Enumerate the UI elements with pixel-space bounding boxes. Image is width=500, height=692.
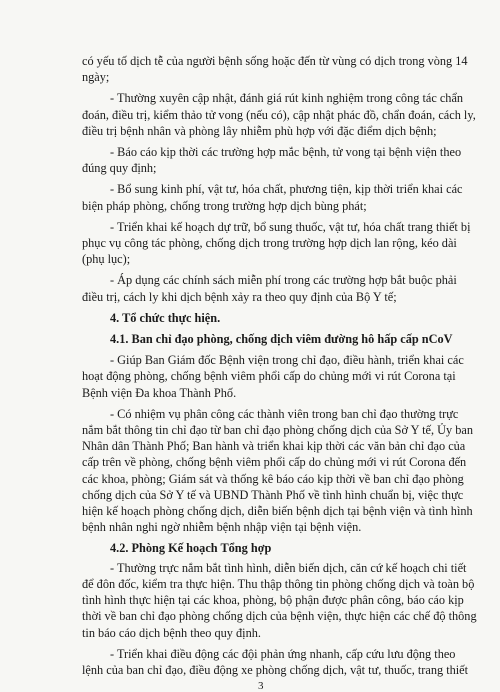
text-line: điều trị, cách ly khi dịch bệnh xảy ra theo quy định của Bộ Y tế; — [82, 289, 397, 304]
text-line: chống dịch của Sở Y tế và UBND Thành Phố về tình hình chuẩn bị, việc thực — [82, 487, 464, 502]
text-line: Nhân dân Thành Phố; Ban hành và triển khai kịp thời các văn bản chỉ đạo của — [82, 439, 466, 454]
text-line: - Bổ sung kinh phí, vật tư, hóa chất, phương tiện, kịp thời triển khai các — [110, 182, 463, 197]
text-line: - Thường trực nắm bắt tình hình, diễn biến dịch, căn cứ kế hoạch chi tiết — [110, 560, 467, 575]
text-line: hiện kế hoạch phòng chống dịch, diễn biến bệnh dịch tại bệnh viện và tình hình — [82, 504, 473, 519]
text-line: - Triển khai kế hoạch dự trữ, bổ sung thuốc, vật tư, hóa chất trang thiết bị — [110, 219, 471, 234]
text-line: đúng quy định; — [82, 161, 157, 176]
text-line: - Áp dụng các chính sách miễn phí trong các trường hợp bắt buộc phải — [110, 273, 457, 288]
text-line: nắm bắt thông tin chỉ đạo từ ban chỉ đạo phòng chống dịch của Sở Y tế, Ủy ban — [82, 423, 473, 438]
text-line: lệnh của ban chỉ đạo, điều động xe phòng chống dịch, vật tư, thuốc, trang thiết — [82, 662, 469, 677]
text-line: đoán, điều trị, kiểm thảo tử vong (nếu có), cập nhật phác đồ, chẩn đoán, cách ly, — [82, 107, 476, 122]
section-heading: 4. Tổ chức thực hiện. — [110, 310, 221, 325]
text-line: - Báo cáo kịp thời các trường hợp mắc bệnh, tử vong tại bệnh viện theo — [110, 145, 462, 160]
text-line: phục vụ công tác phòng, chống dịch trong trường hợp dịch lan rộng, kéo dài — [82, 236, 457, 251]
text-line: thời về ban chỉ đạo phòng chống dịch của bệnh viện, thực hiện các chế độ thông — [82, 609, 477, 624]
text-line: để đôn đốc, kiểm tra thực hiện. Thu thập thông tin phòng chống dịch và toàn bộ — [82, 576, 475, 591]
text-line: tin báo cáo dịch bệnh theo quy định. — [82, 625, 261, 640]
text-line: hoạt động phòng, chống bệnh viêm phổi cấp do chủng mới vi rút Corona tại — [82, 369, 456, 384]
text-line: Bệnh viện Đa khoa Thành Phố. — [82, 385, 237, 400]
text-line: cấp trên về phòng, chống bệnh viêm phổi cấp do chủng mới vi rút Corona đến — [82, 455, 467, 470]
text-line: tình hình thực hiện tại các khoa, phòng, bộ phận được phân công, báo cáo kịp — [82, 593, 464, 608]
text-line: ngày; — [82, 70, 110, 85]
text-line: các khoa, phòng; Giám sát và thống kê báo cáo kịp thời về ban chỉ đạo phòng — [82, 471, 464, 486]
text-line: có yếu tố dịch tễ của người bệnh sống hoặc đến từ vùng có dịch trong vòng 14 — [82, 54, 468, 68]
subsection-heading: 4.2. Phòng Kế hoạch Tổng hợp — [110, 541, 272, 556]
page-number: 3 — [258, 680, 264, 692]
text-line: - Giúp Ban Giám đốc Bệnh viện trong chỉ đạo, điều hành, triển khai các — [110, 353, 464, 368]
text-line: bệnh nhân nghi ngờ nhiễm bệnh nhập viện tại bệnh viện. — [82, 520, 362, 535]
text-line: - Thường xuyên cập nhật, đánh giá rút kinh nghiệm trong công tác chẩn — [110, 91, 464, 106]
text-line: điều trị bệnh nhân và phòng lây nhiễm phù hợp với đặc điểm dịch bệnh; — [82, 123, 437, 138]
text-line: biện pháp phòng, chống trong trường hợp dịch bùng phát; — [82, 198, 367, 213]
subsection-heading: 4.1. Ban chỉ đạo phòng, chống dịch viêm đường hô hấp cấp nCoV — [110, 332, 453, 347]
text-line: (phụ lục); — [82, 252, 131, 267]
text-line: - Có nhiệm vụ phân công các thành viên trong ban chỉ đạo thường trực — [110, 406, 459, 421]
text-line: - Triển khai điều động các đội phản ứng nhanh, cấp cứu lưu động theo — [110, 646, 456, 661]
